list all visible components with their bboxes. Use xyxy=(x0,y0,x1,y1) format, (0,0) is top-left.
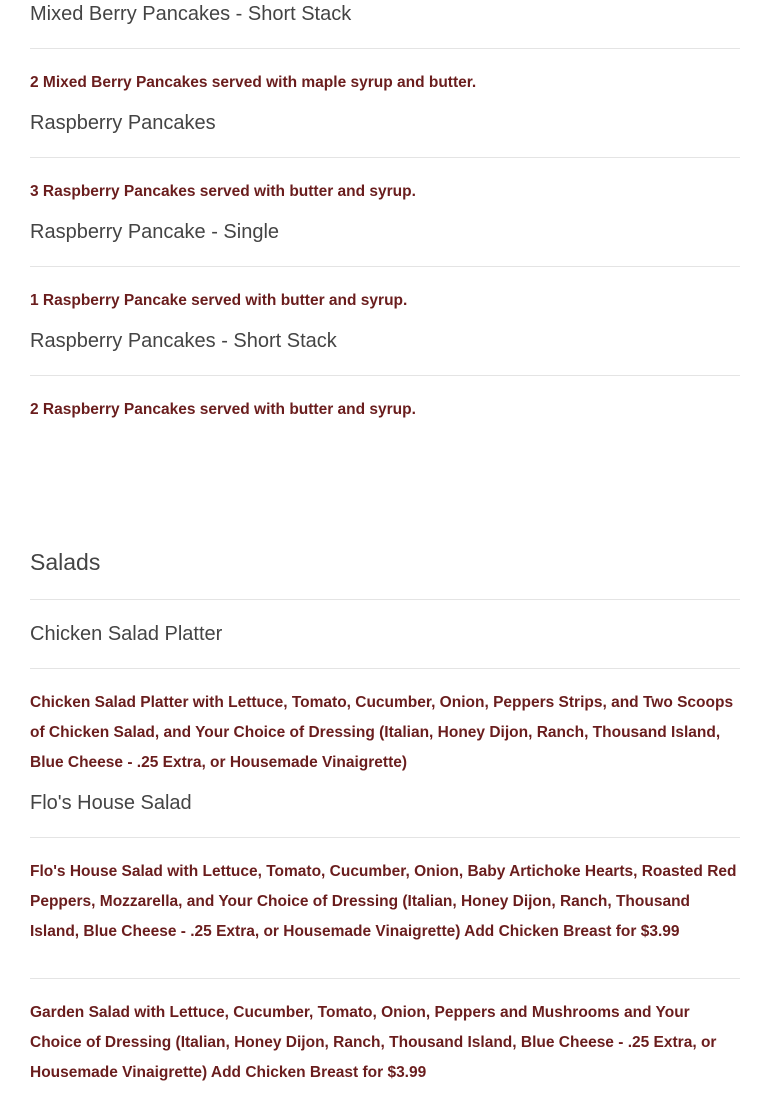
menu-item-description: Flo's House Salad with Lettuce, Tomato, Cucumber, Onion, Baby Artichoke Hearts, Roasted Red Peppers, Mozzarella, and Your Choice of Dressing (Italian, Honey Dijon, Ranch, Thousand Island, Blue Cheese - .25 Extra, or Housemade Vinaigrette) Add Chicken Breast for $3.99 xyxy=(30,863,737,940)
divider xyxy=(30,837,740,838)
menu-item-description: Garden Salad with Lettuce, Cucumber, Tomato, Onion, Peppers and Mushrooms and Your Choice of Dressing (Italian, Honey Dijon, Ranch, Thousand Island, Blue Cheese - .25 Extra, or Housemade Vinaigrette) Add Chicken Breast for $3.99 xyxy=(30,1004,717,1081)
divider xyxy=(30,48,740,49)
divider xyxy=(30,157,740,158)
menu-item-name[interactable]: Flo's House Salad xyxy=(30,792,192,814)
section-divider xyxy=(30,599,740,600)
menu-item-description: 1 Raspberry Pancake served with butter and syrup. xyxy=(30,292,408,309)
divider xyxy=(30,266,740,267)
divider xyxy=(30,978,740,979)
menu-item-name[interactable]: Raspberry Pancakes xyxy=(30,112,216,134)
menu-item-description: Chicken Salad Platter with Lettuce, Tomato, Cucumber, Onion, Peppers Strips, and Two Scoops of Chicken Salad, and Your Choice of Dressing (Italian, Honey Dijon, Ranch, Thousand Island, Blue Cheese - .25 Extra, or Housemade Vinaigrette) xyxy=(30,694,734,771)
menu-item-description: 2 Raspberry Pancakes served with butter and syrup. xyxy=(30,401,416,418)
divider xyxy=(30,375,740,376)
divider xyxy=(30,668,740,669)
menu-item-description: 2 Mixed Berry Pancakes served with maple syrup and butter. xyxy=(30,74,477,91)
menu-item-name[interactable]: Mixed Berry Pancakes - Short Stack xyxy=(30,3,352,25)
menu-item-name[interactable]: Chicken Salad Platter xyxy=(30,623,223,645)
menu-item-description: 3 Raspberry Pancakes served with butter and syrup. xyxy=(30,183,416,200)
menu-item-name[interactable]: Raspberry Pancake - Single xyxy=(30,221,280,243)
section-title-salads: Salads xyxy=(30,549,101,575)
menu-item-name[interactable]: Raspberry Pancakes - Short Stack xyxy=(30,330,337,352)
